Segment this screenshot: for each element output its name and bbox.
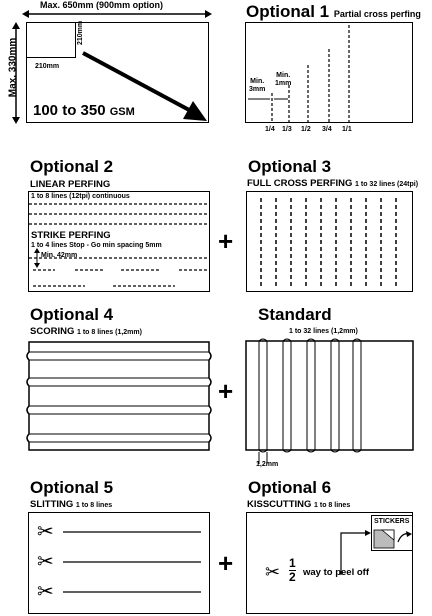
stickers-label: STICKERS (374, 518, 410, 525)
small-sheet (26, 22, 76, 58)
gsm-label: 100 to 350 GSM (33, 102, 135, 119)
width-arrow (22, 10, 212, 18)
linear-perfing-label: LINEAR PERFING (30, 179, 111, 190)
fraction-3-4: 3/4 (322, 126, 332, 133)
optional6-panel (246, 512, 413, 614)
fraction-1-3: 1/3 (282, 126, 292, 133)
min-1mm-label: Min. 1mm (275, 72, 292, 87)
optional4-title: Optional 4 (30, 305, 114, 324)
optional3-title: Optional 3 (248, 157, 332, 176)
fraction-1-4: 1/4 (265, 126, 275, 133)
optional3-panel (246, 191, 413, 292)
scissors-icon: ✂ (37, 551, 54, 573)
scissors-icon: ✂ (37, 521, 54, 543)
optional2-title: Optional 2 (30, 157, 114, 176)
min-42mm-label: Min. 42mm (41, 252, 78, 259)
strike-perfing-label: STRIKE PERFING (31, 230, 111, 241)
scoring-label: SCORING 1 to 8 lines (1,2mm) (30, 326, 142, 337)
small-width-label: 210mm (35, 63, 60, 70)
optional4-panel (28, 342, 210, 451)
slitting-label: SLITTING 1 to 8 lines (30, 499, 113, 510)
full-cross-perfing-label: FULL CROSS PERFING 1 to 32 lines (24tpi) (247, 178, 419, 189)
standard-panel (245, 340, 415, 452)
strike-note: 1 to 4 lines Stop - Go min spacing 5mm (31, 242, 162, 249)
width-label: Max. 650mm (900mm option) (40, 0, 164, 10)
fraction-1-2: 1/2 (301, 126, 311, 133)
plus-sign-row4: + (218, 548, 234, 578)
main-sheet-panel (26, 22, 209, 123)
linear-note: 1 to 8 lines (12tpi) continuous (31, 193, 130, 200)
optional2-panel (28, 191, 210, 292)
partial-perf-lines (246, 23, 414, 123)
optional6-title: Optional 6 (248, 478, 332, 497)
standard-title: Standard (258, 305, 332, 324)
scissors-icon: ✂ (37, 581, 54, 603)
optional5-title: Optional 5 (30, 478, 114, 497)
standard-score-lines (245, 340, 415, 452)
optional5-panel (28, 512, 210, 614)
optional1-title: Optional 1 Partial cross perfing (246, 2, 421, 21)
height-arrow (12, 22, 20, 124)
min-3mm-label: Min. 3mm (249, 78, 266, 93)
kisscutting-label: KISSCUTTING 1 to 8 lines (247, 499, 351, 510)
dimension-label: 1,2mm (256, 461, 279, 468)
small-height-label: 210mm (77, 20, 84, 45)
half-fraction: 1 2 (289, 556, 296, 584)
height-label: Max. 330mm (7, 37, 19, 98)
plus-sign-row3: + (218, 376, 234, 406)
fraction-1-1: 1/1 (342, 126, 352, 133)
peel-off-label: way to peel off (303, 567, 369, 578)
plus-sign-row2: + (218, 226, 234, 256)
slit-lines (29, 513, 209, 613)
cross-perf-lines (247, 192, 412, 292)
optional1-panel (245, 22, 413, 123)
scoring-lines (28, 342, 212, 452)
standard-note: 1 to 32 lines (1,2mm) (289, 328, 358, 335)
scissors-icon: ✂ (265, 562, 281, 582)
